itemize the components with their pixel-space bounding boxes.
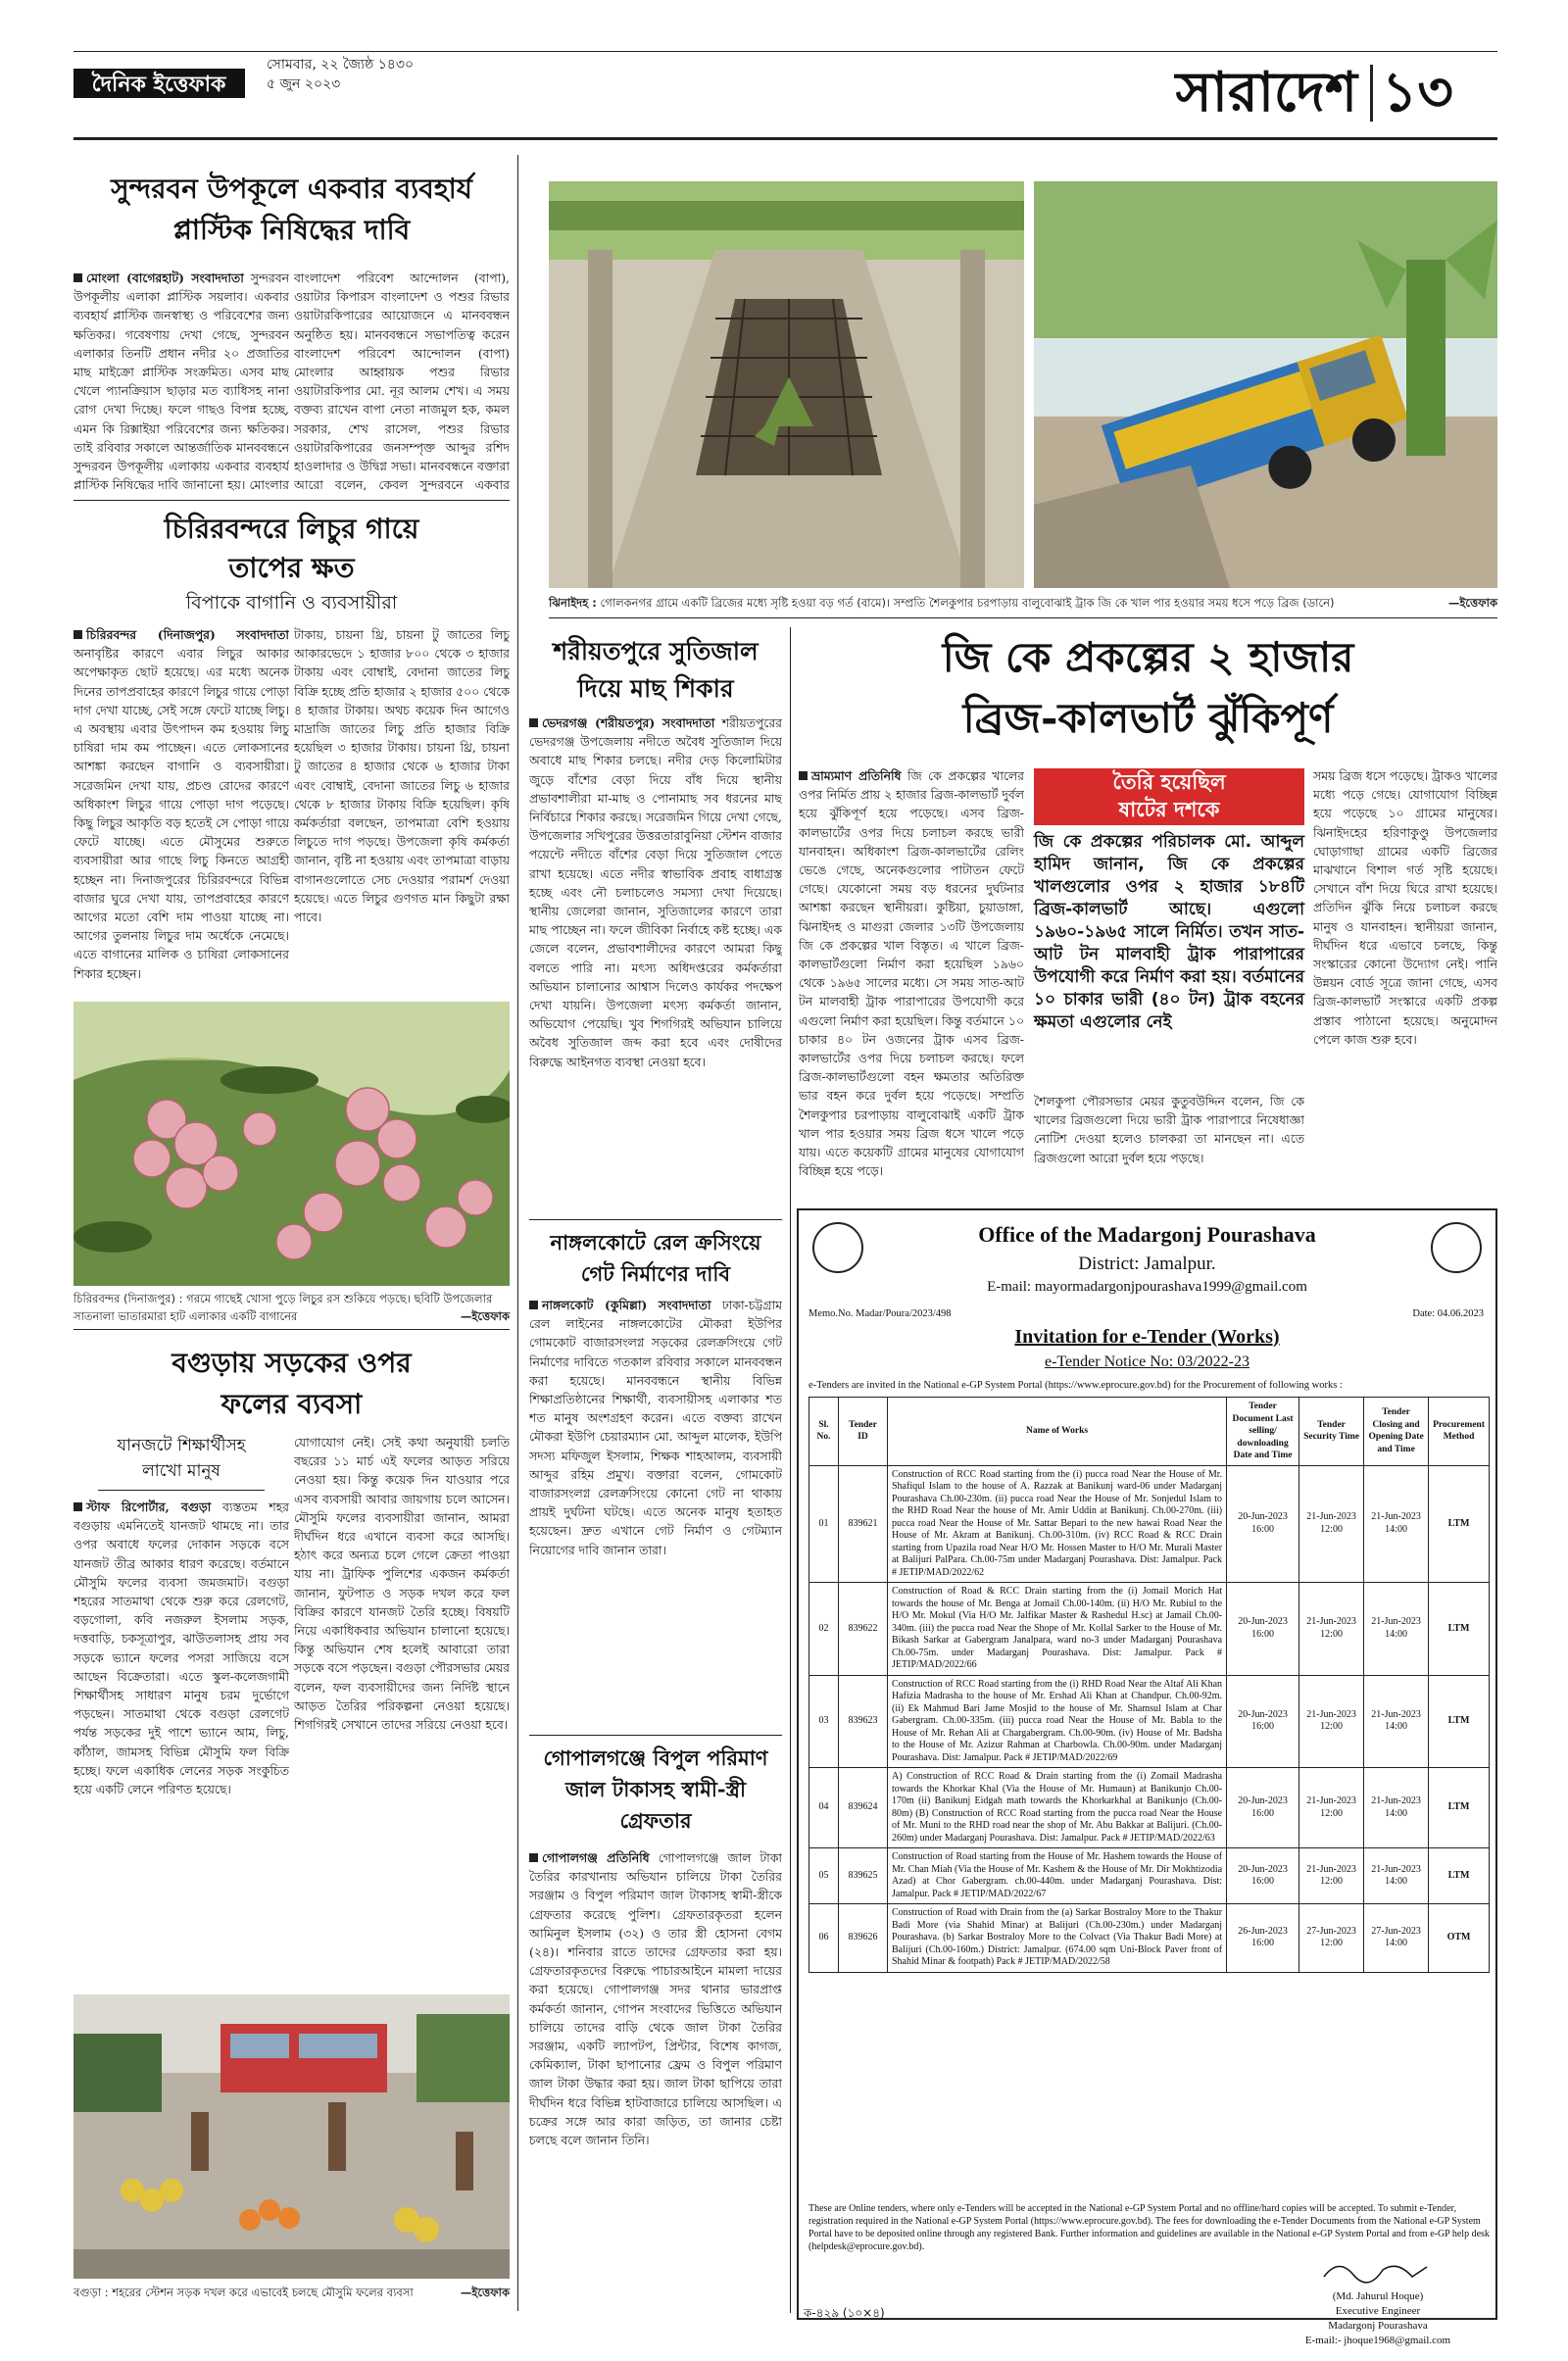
masthead-bottom-rule (74, 137, 1497, 140)
tender-cell-name: Construction of Road starting from the House of Mr. Hashem towards the House of Mr. Chan Miah (Via the House of Mr. Kashem & the House of Mr. Dir Mokhtizodia Azad) at Chor Gabergram. ch.00-440m. under Madarganj Pourashava. Dist: Jamalpur. Pack # JETIP/MAD/2022/67 (888, 1848, 1227, 1904)
tender-footer: These are Online tenders, where only e-Tenders will be accepted in the National e-GP System Portal and no offline/hard copies will be accepted. To submit e-Tender, registration required in the National e-GP System Portal (https://www.eprocure.gov.bd). The fees for downloading the e-Tender Documents from the National e-GP System Portal have to be deposited online through any registered Bank. Further information and guidelines are available in the National e-GP System Portal and from e-GP help desk (helpdesk@eprocure.gov.bd). (808, 2203, 1490, 2252)
bogura-caption: বগুড়া : শহরের স্টেশন সড়ক দখল করে এভাবেই চলছে মৌসুমি ফলের ব্যবসা —ইত্তেফাক (74, 2286, 510, 2299)
rule (74, 1329, 510, 1330)
gopalganj-headline: গোপালগঞ্জে বিপুল পরিমাণ জাল টাকাসহ স্বামী-স্ত্রী গ্রেফতার (543, 1746, 768, 1833)
tender-cell-last: 20-Jun-2023 16:00 (1227, 1465, 1299, 1583)
tender-cell-close: 21-Jun-2023 14:00 (1364, 1583, 1429, 1676)
tender-cell-sl: 05 (809, 1848, 839, 1904)
tender-cell-id: 839621 (839, 1465, 888, 1583)
tender-table-header: Sl. No. Tender ID Name of Works Tender Document Last selling/ downloading Date and Time Tender Security Time Tender Closing and Opening Date and Time Procurement Method (809, 1398, 1490, 1466)
tender-office: Office of the Madargonj Pourashava (978, 1222, 1316, 1247)
tender-cell-id: 839624 (839, 1768, 888, 1848)
tender-cell-sec: 21-Jun-2023 12:00 (1299, 1465, 1364, 1583)
gk-body-under-box: শৈলকুপা পৌরসভার মেয়র কুতুবউদ্দিন বলেন, জি কে খালের ব্রিজগুলো দিয়ে ভারী ট্রাক পারাপারে নিষেধাজ্ঞা নোটিশ দেওয়া হলেও চালকরা তা মানছেন না। এতে ব্রিজগুলো আরো দুর্বল হয়ে পড়ছে। (1034, 1094, 1304, 1165)
gk-body-col2: সময় ব্রিজ ধসে পড়েছে। ট্রাকও খালের মধ্যে পড়ে গেছে। যোগাযোগ বিচ্ছিন্ন হয়ে পড়েছে ১০ গ্রামের মানুষের। ঝিনাইদহের হরিণাকুণ্ডু উপজেলার ঘোড়াগাছা গ্রামের একটি ব্রিজের মাঝখানে বিশাল গর্ত সৃষ্টি হয়েছে। সেখানে বাঁশ দিয়ে ঘিরে রাখা হয়েছে। প্রতিদিন ঝুঁকি নিয়ে চলাচল করছে মানুষ ও যানবাহন। স্থানীয়রা জানান, দীর্ঘদিন ধরে এভাবে চলছে, কিন্তু সংস্কারের কোনো উদ্যোগ নেই। পানি উন্নয়ন বোর্ড সূত্রে জানা গেছে, এসব ব্রিজ-কালভার্ট সংস্কারে একটি প্রকল্প প্রস্তাব পাঠানো হয়েছে। অনুমোদন পেলে কাজ শুরু হবে। (1313, 768, 1497, 1047)
rule (549, 617, 1497, 618)
tender-cell-sl: 01 (809, 1465, 839, 1583)
tender-cell-close: 21-Jun-2023 14:00 (1364, 1675, 1429, 1768)
tender-cell-last: 20-Jun-2023 16:00 (1227, 1848, 1299, 1904)
litchi-body-col2: টাকায়, চায়না থ্রি, চায়না টু জাতের লিচু আকারভেদে ১ হাজার ৮০০ থেকে ৩ হাজার টাকায় এবং বোম্বাই, বেদানা জাতের লিচু বিক্রি হচ্ছে প্রতি হাজার ২ হাজার ৫০০ থেকে ৪ হাজার টাকায়। অথচ কয়েক দিন আগেও মাদ্রাজি জাতের লিচু প্রতি হাজার বিক্রি হয়েছিল ৩ হাজার টাকায়। চায়না থ্রি, চায়না টু জাতের ৪ হাজার থেকে ৬ হাজার টাকা এবং বোম্বাই, বেদানা জাতের লিচু ৬ হাজার থেকে ৮ হাজার টাকায় বিক্রি হয়েছিল। কৃষি কর্মকর্তারা বলছেন, তাপমাত্রা বেশি হওয়ায় লিচুতে দাগ পড়ছে। উপজেলা কৃষি কর্মকর্তা জানান, বৃষ্টি না হওয়ায় এবং তাপমাত্রা বাড়ায় বাগানগুলোতে সেচ দেওয়ার পরামর্শ দেওয়া হয়েছে। এতে লিচুর গুণগত মান কিছুটা রক্ষা পাবে। (294, 627, 510, 925)
tender-cell-close: 21-Jun-2023 14:00 (1364, 1848, 1429, 1904)
masthead-date (267, 55, 414, 94)
tender-cell-name: Construction of RCC Road starting from the (i) RHD Road Near the Altaf Ali Khan Hafizia Madrasha to the house of Mr. Ershad Ali Khan at Chandpur. Ch.00-92m. (ii) Ek Mahmud Bari Jame Mosjid to the house of Mr. Shamsul Islam at Char Gabergram. Ch.00-335m. (iii) pucca road Near the House of Mr. Babla to the House of Mr. Rehan Ali at Chargabergram. Ch.00-90m. (iv) House of Mr. Badsha to the House of Mr. Azizur Rahman at Charbowla. Ch.00-90m. under Madarganj Pourashava. Dist: Jamalpur. Pack # JETIP/MAD/2022/69 (888, 1675, 1227, 1768)
table-row (809, 1675, 1490, 1768)
bogura-headline: বগুড়ায় সড়কের ওপর ফলের ব্যবসা (172, 1347, 412, 1420)
tender-cell-sl: 03 (809, 1675, 839, 1768)
shariatpur-dateline: ভেদরগঞ্জ (শরীয়তপুর) সংবাদদাতা (542, 715, 715, 730)
paper-logo (74, 57, 245, 100)
tender-cell-name: A) Construction of RCC Road & Drain starting from the (i) Zomail Madrasha towards the Khorkar Khal (Via the House of Mr. Humaun) at Banikunjo Ch.00-170m (ii) Banikunj Eidgah math towards the Khorkarkhal at Banikunjo (Ch.00-80m) (B) Construction of RCC Road starting from the pucca road Near the House of Mr. Muni to the RHD road near the shop of Mr. Abu Bakkar at Balijuri. (Ch.00-260m) under Madarganj Pourashava. Dist: Jamalpur. Pack # JETIP/MAD/2022/63 (888, 1768, 1227, 1848)
gk-body-col1: ভ্রাম্যমাণ প্রতিনিধি জি কে প্রকল্পের খালের ওপর নির্মিত প্রায় ২ হাজার ব্রিজ-কালভার্ট দুর্বল হয়ে ঝুঁকিপূর্ণ হয়ে পড়েছে। এসব ব্রিজ-কালভার্টের ওপর দিয়ে চলাচল করছে ভারী যানবাহন। অধিকাংশ ব্রিজ-কালভার্টের রেলিং ভেঙে গেছে, অনেকগুলোর পাটাতন ফেটে গেছে। যেকোনো সময় বড় ধরনের দুর্ঘটনার আশঙ্কা করছেন স্থানীয়রা। কুষ্টিয়া, চুয়াডাঙ্গা, ঝিনাইদহ ও মাগুরা জেলার ১৩টি উপজেলায় জি কে প্রকল্পের খাল বিস্তৃত। এ খালে ব্রিজ-কালভার্টগুলো নির্মাণ করা হয়েছিল ১৯৬০ থেকে ১৯৬৫ সালের মধ্যে। সে সময় সাত-আট টন মালবাহী ট্রাক পারাপারের উপযোগী করে এগুলো নির্মাণ করা হয়েছিল। কিন্তু বর্তমানে ১০ চাকার ৪০ টন ওজনের ট্রাক এসব ব্রিজ-কালভার্টের ওপর দিয়ে চলাচল করছে। ফলে ব্রিজ-কালভার্টগুলো বহন ক্ষমতার অতিরিক্ত ভার বহন করে দুর্বল হয়ে পড়েছে। সম্প্রতি শৈলকুপার চরপাড়ায় বালুবোঝাই একটি ট্রাক খাল পার হওয়ার সময় ব্রিজ ধসে খালে পড়ে যায়। এতে কয়েকটি গ্রামের মানুষের যোগাযোগ বিচ্ছিন্ন হয়ে পড়ে। (799, 768, 1024, 1179)
nangalkot-dateline: নাঙ্গলকোট (কুমিল্লা) সংবাদদাতা (542, 1298, 711, 1312)
collapsed-bridge-truck-photo (1034, 181, 1497, 588)
tender-cell-last: 20-Jun-2023 16:00 (1227, 1768, 1299, 1848)
nangalkot-headline: নাঙ্গলকোটে রেল ক্রসিংয়ে গেট নির্মাণের দাবি (550, 1230, 761, 1286)
litchi-headline: চিরিরবন্দরে লিচুর গায়ে তাপের ক্ষত (164, 513, 419, 584)
page-number: ১৩ (1382, 60, 1453, 124)
tender-cell-close: 27-Jun-2023 14:00 (1364, 1904, 1429, 1973)
ad-code: ক-৪২৯ (১০×৪) (804, 2306, 885, 2320)
tender-cell-close: 21-Jun-2023 14:00 (1364, 1465, 1429, 1583)
tender-email: E-mail: mayormadargonjpourashava1999@gmail.com (987, 1279, 1307, 1295)
shariatpur-headline: শরীয়তপুরে সুতিজাল দিয়ে মাছ শিকার (553, 637, 759, 703)
gk-box-heading: তৈরি হয়েছিল ষাটের দশকে (1034, 768, 1304, 825)
litchi-dateline: চিরিরবন্দর (দিনাজপুর) সংবাদদাতা (86, 627, 289, 642)
sundarban-dateline: মোংলা (বাগেরহাট) সংবাদদাতা (86, 271, 244, 285)
gopalganj-dateline: গোপালগঞ্জ প্রতিনিধি (542, 1850, 650, 1865)
tender-cell-method: LTM (1429, 1583, 1490, 1676)
tender-notice-no: e-Tender Notice No: 03/2022-23 (1044, 1353, 1250, 1370)
tender-notice (797, 1208, 1497, 2346)
tender-cell-name: Construction of Road & RCC Drain starting from the (i) Jomail Morich Hat towards the house of Mr. Benga at Jomail Ch.00-140m. (ii) H/O Mr. Rubiul to the H/O Mr. Mokul (Via H/O Mr. Jalfikar Master & Rashedul H.sc) at Jamail Ch.00-340m. (iii) the pucca road Near the Shope of Mr. Kollal Sarker to the House of Mr. Bikash Sarkar at Gabergram Janalpara, ward no-3 under Madarganj Pourashava Ch.00-75m. under Madarganj Pourashava. Dist: Jamalpur. Pack # JETIP/MAD/2022/66 (888, 1583, 1227, 1676)
gk-headline: জি কে প্রকল্পের ২ হাজার ব্রিজ-কালভার্ট ঝুঁকিপূর্ণ (942, 633, 1354, 742)
tender-cell-name: Construction of RCC Road starting from the (i) pucca road Near the House of Mr. Shafiqul Islam to the house of A. Razzak at Banikunj ward-06 under Madarganj Pourashava Ch.00-230m. (ii) pucca road Near the House of Mr. Sonjedul Islam to the RHD Road Near the house of Mr. Amir Uddin at Banikunj. Ch.00-270m. (iii) pucca road Near the House of Mr. Sattar Bepari to the new hawai Road Near the House of Mr. Akram at Banikunj. Ch.00-310m. (iv) RCC Road & RCC Drain starting from Upazila road Near H/O Mr. Hossen Master to H/O Mr. Murali Master at Balijuri PalPara. Ch.00-75m under Madarganj Pourashava. Dist: Jamalpur. Pack # JETIP/MAD/2022/62 (888, 1465, 1227, 1583)
tender-cell-sl: 06 (809, 1904, 839, 1973)
rule (529, 1735, 782, 1736)
bogura-body-col1 (74, 1498, 289, 1988)
top-photos-caption: ঝিনাইদহ : গোলকনগর গ্রামে একটি ব্রিজের মধ্যে সৃষ্টি হওয়া বড় গর্ত (বামে)। সম্প্রতি শৈলকুপার চরপাড়ায় বালুবোঝাই ট্রাক জি কে খাল পার হওয়ার সময় ধসে পড়ে ব্রিজ (ডানে) —ইত্তেফাক (549, 596, 1497, 610)
date-english: ৫ জুন ২০২৩ (267, 76, 341, 92)
litchi-photo (74, 1002, 510, 1286)
litchi-subhead: বিপাকে বাগানি ও ব্যবসায়ীরা (185, 592, 398, 614)
tender-table (808, 1397, 1490, 1973)
table-row (809, 1848, 1490, 1904)
section-divider (1370, 65, 1373, 122)
sundarban-body: সুন্দরবন উপকূলীয় এলাকা প্লাস্টিক সয়লাব। একবার ব্যবহার্য প্লাস্টিক জনস্বাস্থ্য ও পরিবেশের জন্য ক্ষতিকর। গবেষণায় দেখা গেছে, সুন্দরবন এলাকার তিনটি প্রধান নদীর ২০ প্রজাতির মাছ মাইক্রো প্লাস্টিক সংক্রমিত। এসব মাছ খেলে প্যানক্রিয়াস ছাড়ার মত ব্যাধিসহ নানা রোগ দেখা দিচ্ছে। ফলে গাছও বিপন্ন হচ্ছে, এমন কি রিক্সাইয়া পরিবেশের জন্য ক্ষতিকর। তাই রবিবার সকালে আন্তর্জাতিক মানববন্ধনে সুন্দরবন উপকূলীয় এলাকায় একবার ব্যবহার্য প্লাস্টিক নিষিদ্ধের দাবি জানানো হয়। মোংলার (74, 271, 289, 492)
tender-cell-id: 839626 (839, 1904, 888, 1973)
tender-cell-method: LTM (1429, 1848, 1490, 1904)
table-row (809, 1768, 1490, 1848)
bogura-subhead: যানজটে শিক্ষার্থীসহ লাখো মানুষ (117, 1436, 246, 1481)
bogura-body-col2: যোগাযোগ নেই। সেই কথা অনুযায়ী চলতি বছরের ১১ মার্চ এই ফলের আড়ত সরিয়ে নেওয়া হয়। কিন্তু কয়েক দিন যাওয়ার পরে এসব ব্যবসায়ী আবার জায়গায় চলে আসেন। মৌসুমি ফলের ব্যবসায়ীরা জানান, আমরা দীর্ঘদিন ধরে এখানে ব্যবসা করে আসছি। হঠাৎ করে অন্যত্র চলে গেলে ক্রেতা পাওয়া যায় না। ট্রাফিক পুলিশের একজন কর্মকর্তা জানান, ফুটপাত ও সড়ক দখল করে ফল বিক্রির কারণে যানজট তৈরি হচ্ছে। বিষয়টি নিয়ে একাধিকবার অভিযান চালানো হয়েছে। কিন্তু অভিযান শেষ হলেই আবারো তারা সড়কে বসে পড়ছেন। বগুড়া পৌরসভার মেয়র বলেন, ফল ব্যবসায়ীদের জন্য নির্দিষ্ট স্থানে আড়ত তৈরির পরিকল্পনা নেওয়া হয়েছে। শিগগিরই সেখানে তাদের সরিয়ে নেওয়া হবে। (294, 1435, 510, 1733)
tender-cell-sl: 02 (809, 1583, 839, 1676)
sundarban-body-col2: বাংলাদেশ পরিবেশ আন্দোলন (বাপা), ওয়াটার কিপারস বাংলাদেশ ও পশুর রিভার ওয়াটারকিপারের আয়োজনে এ মানববন্ধন অনুষ্ঠিত হয়। মানববন্ধনে সভাপতিত্ব করেন বাংলাদেশ পরিবেশ আন্দোলন (বাপা) মোংলার আহ্বায়ক পশুর রিভার ওয়াটারকিপার মো. নূর আলম শেখ। এ সময় বক্তব্য রাখেন বাপা নেতা নাজমুল হক, কমল সরকার, শেখ রাসেল, পশুর রিভার ওয়াটারকিপারের জনসম্পৃক্ত আব্দুর রশিদ হাওলাদার ও উদ্বিগ্ন সভা। মানববন্ধনে বক্তারা আরো বলেন, কেবল সুন্দরবনে একবার (294, 271, 510, 492)
tender-memo: Memo.No. Madar/Poura/2023/498 (808, 1308, 952, 1319)
tender-cell-method: LTM (1429, 1768, 1490, 1848)
tender-cell-id: 839625 (839, 1848, 888, 1904)
table-row (809, 1583, 1490, 1676)
tender-intro: e-Tenders are invited in the National e-GP System Portal (https://www.eprocure.gov.bd) for the Procurement of following works : (808, 1380, 1343, 1391)
tender-cell-sl: 04 (809, 1768, 839, 1848)
bridge-hole-photo (549, 181, 1024, 588)
litchi-body-col1 (74, 625, 289, 998)
table-row (809, 1465, 1490, 1583)
litchi-caption: চিরিরবন্দর (দিনাজপুর) : গরমে গাছেই খোসা পুড়ে লিচুর রস শুকিয়ে পড়ছে। ছবিটি উপজেলার সাতনালা ভাতারমারা হাট এলাকার একটি বাগানের —ইত্তেফাক (74, 1292, 510, 1323)
bogura-dateline: স্টাফ রিপোর্টার, বগুড়া (86, 1500, 212, 1514)
sundarban-body-col1 (74, 269, 289, 492)
bogura-photo (74, 1994, 510, 2279)
tender-signature-block: (Md. Jahurul Hoque) Executive Engineer Madargonj Pourashava E-mail:- jhoque1968@gmail.com (1280, 2255, 1476, 2348)
gk-box-body: জি কে প্রকল্পের পরিচালক মো. আব্দুল হামিদ জানান, জি কে প্রকল্পের খালগুলোর ওপর ২ হাজার ১৮৪টি ব্রিজ-কালভার্ট আছে। এগুলো ১৯৬০-১৯৬৫ সালে নির্মিত। তখন সাত-আট টন মালবাহী ট্রাক পারাপারের উপযোগী করে নির্মাণ করা হয়। বর্তমানের ১০ চাকার ভারী (৪০ টন) ট্রাক বহনের ক্ষমতা এগুলোর নেই (1034, 832, 1304, 1032)
tender-cell-sec: 21-Jun-2023 12:00 (1299, 1848, 1364, 1904)
rule (74, 500, 510, 501)
tender-district: District: Jamalpur. (1078, 1254, 1216, 1274)
tender-cell-id: 839623 (839, 1675, 888, 1768)
gk-dateline: ভ্রাম্যমাণ প্রতিনিধি (811, 768, 902, 783)
column-rule-middle (790, 627, 791, 2313)
section-title: সারাদেশ (1175, 60, 1357, 124)
tender-date: Date: 04.06.2023 (1412, 1308, 1484, 1319)
sundarban-headline: সুন্দরবন উপকূলে একবার ব্যবহার্য প্লাস্টিক নিষিদ্ধের দাবি (111, 172, 472, 246)
date-bangla: সোমবার, ২২ জ্যৈষ্ঠ ১৪৩০ (267, 57, 415, 73)
tender-cell-sec: 21-Jun-2023 12:00 (1299, 1675, 1364, 1768)
rule (529, 1219, 782, 1220)
tender-cell-sec: 21-Jun-2023 12:00 (1299, 1768, 1364, 1848)
tender-cell-close: 21-Jun-2023 14:00 (1364, 1768, 1429, 1848)
litchi-body: অনাবৃষ্টির কারণে এবার লিচুর আকার অপেক্ষাকৃত ছোট হয়েছে। এর মধ্যে অনেক দিনের তাপপ্রবাহের কারণে লিচুর গায়ে পোড়া দাগ দেখা যাচ্ছে, সেই সঙ্গে ফেটে যাচ্ছে লিচু। এ অবস্থায় এবার উৎপাদন কম হওয়ায় লিচু চাষিরা দাম কম পাচ্ছেন। এতে লোকসানের আশঙ্কা করছেন বাগানি ও ব্যবসায়ীরা। সরেজমিন দেখা যায়, প্রচণ্ড রোদের কারণে অধিকাংশ লিচুর গায়ে পোড়া দাগ পড়েছে। কিছু লিচুর আকৃতি বড় হতেই সে পোড়া গায়ে ফেটে যাচ্ছে। এতে মৌসুমের শুরুতে ব্যবসায়ীরা আর গাছে লিচু কিনতে আগ্রহী হচ্ছেন না। দিনাজপুরের চিরিরবন্দরে বিভিন্ন বাজার ঘুরে দেখা যায়, তাপপ্রবাহের কারণে আগের মতো বেশি দাম পাওয়া যাচ্ছে না। আগের তুলনায় লিচুর দাম অর্ধেকে নেমেছে। এতে বাগানের মালিক ও চাষিরা লোকসানের শিকার হচ্ছেন। (74, 646, 289, 981)
shariatpur-body: ভেদরগঞ্জ (শরীয়তপুর) সংবাদদাতা শরীয়তপুরের ভেদরগঞ্জ উপজেলায় নদীতে অবৈধ সুতিজাল দিয়ে অবাধে মাছ শিকার চলছে। নদীর দেড় কিলোমিটার জুড়ে বাঁশের বেড়া দিয়ে বাঁধ দিয়ে স্থানীয় প্রভাবশালীরা মা-মাছ ও পোনামাছ সব ধরনের মাছ নির্বিচারে শিকার করছে। সরেজমিন গিয়ে দেখা গেছে, উপজেলার সখিপুরের উত্তরতারাবুনিয়া স্টেশন বাজার পয়েন্টে নদীতে বাঁশের বেড়া দিয়ে সুতিজাল পেতে রাখা হয়েছে। এতে নদীর স্বাভাবিক প্রবাহ বাধাগ্রস্ত হচ্ছে এবং নৌ চলাচলেও সমস্যা দেখা দিয়েছে। স্থানীয় জেলেরা জানান, সুতিজালের কারণে তারা মাছ পাচ্ছেন না। ফলে জীবিকা নির্বাহে কষ্ট হচ্ছে। এক জেলে বলেন, প্রভাবশালীদের কারণে আমরা কিছু বলতে পারি না। মৎস্য অধিদপ্তরের কর্মকর্তারা অভিযান চালানোর আশ্বাস দিলেও কার্যকর পদক্ষেপ দেখা যায়নি। উপজেলা মৎস্য কর্মকর্তা জানান, অভিযোগ পেয়েছি। খুব শিগগিরই অভিযান চালিয়ে অবৈধ সুতিজাল জব্দ করা হবে এবং দোষীদের বিরুদ্ধে আইনগত ব্যবস্থা নেওয়া হবে। (529, 715, 782, 1069)
tender-cell-name: Construction of Road with Drain from the (a) Sarkar Bostraloy More to the Thakur Badi More (via Shahid Minar) at Balijuri (Ch.00-230m.) under Madarganj Pourashava. (b) Sarkar Bostraloy More to the Colvact (Via Thakur Badi More) at Balijuri (Ch.00-160m.) District: Jamalpur. (674.00 sqm Uni-Block Paver front of Shahid Minar & footpath) Pack # JETIP/MAD/2022/58 (888, 1904, 1227, 1973)
column-rule-left (517, 155, 518, 2311)
tender-cell-method: LTM (1429, 1675, 1490, 1768)
gopalganj-body: গোপালগঞ্জ প্রতিনিধি গোপালগঞ্জে জাল টাকা তৈরির কারখানায় অভিযান চালিয়ে টাকা তৈরির সরঞ্জাম ও বিপুল পরিমাণ জাল টাকাসহ স্বামী-স্ত্রীকে গ্রেফতার করেছে পুলিশ। গ্রেফতারকৃতরা হলেন আমিনুল ইসলাম (৩২) ও তার স্ত্রী হোসনা বেগম (২৪)। শনিবার রাতে তাদের গ্রেফতার করা হয়। গ্রেফতারকৃতদের বিরুদ্ধে পাচারআইনে মামলা দায়ের করা হয়েছে। গোপালগঞ্জ সদর থানার ভারপ্রাপ্ত কর্মকর্তা জানান, গোপন সংবাদের ভিত্তিতে অভিযান চালিয়ে তাদের বাড়ি থেকে জাল টাকা তৈরির সরঞ্জাম, একটি ল্যাপটপ, প্রিন্টার, বিশেষ কাগজ, কেমিক্যাল, টাকা ছাপানোর ফ্রেম ও বিপুল পরিমাণ জাল টাকা উদ্ধার করা হয়। জাল টাকা ছাপিয়ে তারা দীর্ঘদিন ধরে বিভিন্ন হাটবাজারে চালিয়ে আসছিল। এ চক্রের সঙ্গে আর কারা জড়িত, তা জানার চেষ্টা চলছে বলে জানান তিনি। (529, 1850, 782, 2148)
tender-cell-sec: 27-Jun-2023 12:00 (1299, 1904, 1364, 1973)
tender-cell-method: LTM (1429, 1465, 1490, 1583)
nangalkot-body: নাঙ্গলকোট (কুমিল্লা) সংবাদদাতা ঢাকা-চট্টগ্রাম রেল লাইনের নাঙ্গলকোটের মৌকরা ইউপির গোমকোট বাজারসংলগ্ন সড়কের রেলক্রসিংয়ে গেট নির্মাণের দাবিতে গতকাল রবিবার সকালে মানববন্ধন করা হয়েছে। মানববন্ধনে স্থানীয় বিভিন্ন শিক্ষাপ্রতিষ্ঠানের শিক্ষার্থী, ব্যবসায়ীসহ এলাকার শত শত মানুষ অংশগ্রহণ করেন। এতে বক্তব্য রাখেন মৌকরা ইউপি চেয়ারম্যান মো. আব্দুল মালেক, ইউপি সদস্য মফিজুল ইসলাম, শিক্ষক শাহআলম, ব্যবসায়ী আব্দুর রহিম প্রমুখ। বক্তারা বলেন, গোমকোট বাজারসংলগ্ন রেলক্রসিংয়ে কোনো গেট না থাকায় প্রায়ই দুর্ঘটনা ঘটছে। এতে অনেক মানুষ হতাহত হয়েছেন। দ্রুত এখানে গেট নির্মাণ ও গেটম্যান নিয়োগের দাবি জানান তারা। (529, 1298, 782, 1557)
bogura-body: ব্যস্ততম শহর বগুড়ায় এমনিতেই যানজট থামছে না। তার ওপর অবাধে ফলের দোকান সড়কে বসে যানজট তীব্র আকার ধারণ করেছে। বর্তমানে মৌসুমি ফলের ব্যবসা জমজমাট। বগুড়া শহরের সাতমাথা থেকে শুরু করে রেলগেট, বড়গোলা, কবি নজরুল ইসলাম সড়ক, দত্তবাড়ি, চকসূত্রাপুর, ঝাউতলাসহ প্রায় সব সড়কে ভ্যানে ফলের পসরা সাজিয়ে বসে আছেন বিক্রেতারা। এতে স্কুল-কলেজগামী শিক্ষার্থীসহ সাধারণ মানুষ চরম দুর্ভোগে পড়ছেন। সাতমাথা থেকে বগুড়া রেলগেট পর্যন্ত সড়কের দুই পাশে ভ্যানে আম, লিচু, কাঁঠাল, জামসহ বিভিন্ন মৌসুমি ফল বিক্রি হচ্ছে। ফলে একাধিক লেনের সড়ক সংকুচিত হয়ে একটি লেনে পরিণত হয়েছে। (74, 1500, 289, 1797)
tender-cell-last: 26-Jun-2023 16:00 (1227, 1904, 1299, 1973)
tender-cell-sec: 21-Jun-2023 12:00 (1299, 1583, 1364, 1676)
tender-title: Invitation for e-Tender (Works) (1014, 1326, 1280, 1348)
table-row (809, 1904, 1490, 1973)
tender-cell-last: 20-Jun-2023 16:00 (1227, 1675, 1299, 1768)
signature-icon (1319, 2255, 1437, 2285)
rule (98, 1490, 265, 1491)
tender-cell-id: 839622 (839, 1583, 888, 1676)
tender-cell-last: 20-Jun-2023 16:00 (1227, 1583, 1299, 1676)
tender-cell-method: OTM (1429, 1904, 1490, 1973)
svg-text:দৈনিক ইত্তেফাক: দৈনিক ইত্তেফাক (91, 72, 226, 97)
